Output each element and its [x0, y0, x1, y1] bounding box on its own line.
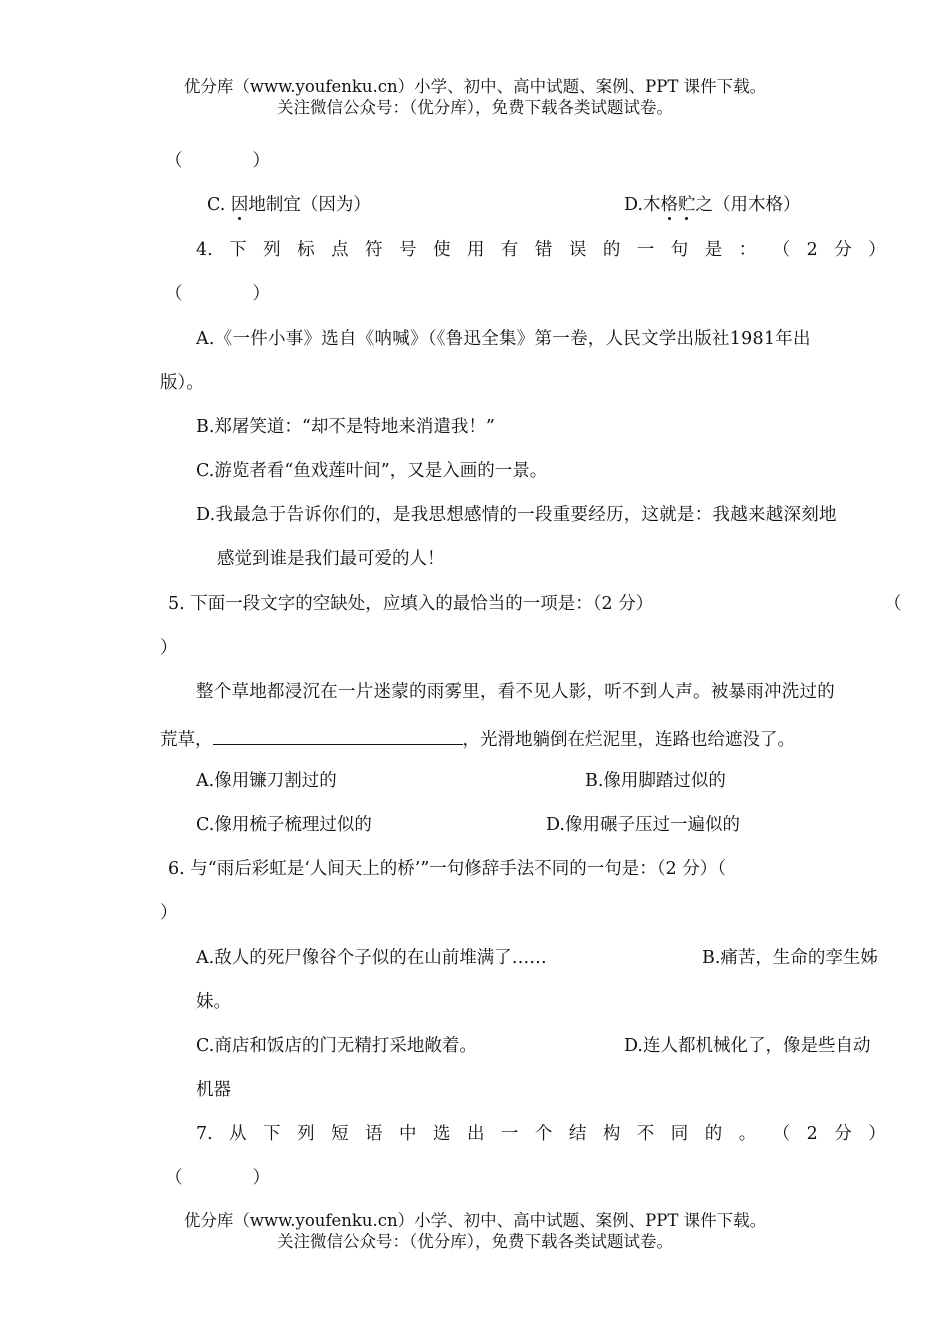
- q7-stem-char: 中: [399, 1124, 417, 1144]
- q5-option-d: D.像用碾子压过一遍似的: [546, 815, 740, 835]
- q4-stem-char: （: [772, 240, 791, 260]
- q3-option-c: [207, 197, 371, 215]
- q5-option-b: B.像用脚踏过似的: [585, 771, 726, 791]
- q5-option-c: C.像用梳子梳理过似的: [196, 815, 372, 835]
- q4-stem-char: 的: [602, 240, 621, 260]
- q4-stem-char: 使: [432, 240, 451, 260]
- q3-answer-paren: （ ）: [165, 151, 270, 171]
- q4-stem-char: 符: [365, 240, 383, 260]
- q3-option-d-dotted-char-1: 格: [660, 195, 678, 215]
- q6-option-d-line-2: 机器: [196, 1080, 231, 1100]
- q4-option-d-line-2: 感觉到谁是我们最可爱的人！: [217, 549, 445, 569]
- q6-paren-close: ）: [160, 903, 178, 923]
- q4-stem-char: 号: [399, 240, 417, 260]
- q7-stem-char: 选: [432, 1124, 451, 1144]
- q7-stem-char: 。: [738, 1124, 757, 1144]
- q7-stem-char: 一: [500, 1124, 519, 1144]
- q6-option-a: A.敌人的死尸像谷个子似的在山前堆满了……: [196, 948, 547, 968]
- q4-stem-char: 列: [263, 240, 281, 260]
- q4-option-b: B.郑屠笑道：“却不是特地来消遣我！”: [196, 417, 495, 437]
- q4-option-d-line-1: D.我最急于告诉你们的，是我思想感情的一段重要经历，这就是：我越来越深刻地: [196, 505, 837, 525]
- q5-paren-open: （: [884, 594, 902, 614]
- q5-passage-line-2-end: ，光滑地躺倒在烂泥里，连路也给遮没了。: [462, 730, 795, 750]
- q5-option-a: A.像用镰刀割过的: [196, 771, 337, 791]
- q7-stem-char: 从: [229, 1124, 247, 1144]
- q7-stem-char: ）: [868, 1124, 886, 1144]
- q4-stem-char: 错: [534, 240, 553, 260]
- q4-option-a-line-1: A.《一件小事》选自《呐喊》（《鲁迅全集》第一卷，人民文学出版社1981年出: [196, 329, 811, 349]
- header-line-1: 优分库（www.youfenku.cn）小学、初中、高中试题、案例、PPT 课件下载。: [183, 77, 767, 96]
- q7-stem-char: 构: [602, 1124, 621, 1144]
- q7-stem-char: 结: [568, 1124, 587, 1144]
- q4-stem-char: 标: [297, 240, 315, 260]
- q7-stem-char: 同: [670, 1124, 689, 1144]
- q3-option-c-label: C.: [207, 195, 231, 215]
- q3-option-c-rest: 地制宜（因为）: [248, 195, 371, 215]
- footer-line-2: 关注微信公众号：（优分库），免费下载各类试题试卷。: [277, 1232, 673, 1251]
- q4-option-a-line-2: 版）。: [160, 373, 204, 393]
- q4-stem-char: 点: [331, 240, 349, 260]
- q7-stem-char: （: [772, 1124, 791, 1144]
- footer-line-1: 优分库（www.youfenku.cn）小学、初中、高中试题、案例、PPT 课件下载。: [183, 1211, 767, 1230]
- q7-stem-char: 7.: [196, 1124, 213, 1144]
- q7-stem-char: 的: [704, 1124, 723, 1144]
- q5-stem: 5. 下面一段文字的空缺处，应填入的最恰当的一项是：（2 分）: [168, 594, 654, 614]
- header-line-2: 关注微信公众号：（优分库），免费下载各类试题试卷。: [277, 98, 673, 117]
- q4-stem-char: ：: [738, 240, 757, 260]
- q4-stem-char: 下: [229, 240, 247, 260]
- q4-stem-char: 分: [834, 240, 852, 260]
- q7-stem-char: 列: [297, 1124, 315, 1144]
- q4-stem: [196, 242, 886, 260]
- q4-option-c: C.游览者看“鱼戏莲叶间”，又是入画的一景。: [196, 461, 548, 481]
- q6-option-c: C.商店和饭店的门无精打采地敞着。: [196, 1036, 477, 1056]
- q5-passage-line-2-start: 荒草，: [160, 730, 213, 750]
- q7-answer-paren: （ ）: [165, 1168, 270, 1188]
- q4-stem-char: ）: [868, 240, 886, 260]
- q6-stem: 6. 与“雨后彩虹是‘人间天上的桥’”一句修辞手法不同的一句是：（2 分）（: [168, 859, 726, 879]
- q4-stem-char: 2: [806, 240, 818, 260]
- q5-fill-blank[interactable]: [213, 728, 463, 745]
- q3-option-d-rest: 之（用木格）: [695, 195, 801, 215]
- q4-stem-char: 有: [500, 240, 519, 260]
- q4-stem-char: 误: [568, 240, 587, 260]
- q5-passage-line-1: 整个草地都浸沉在一片迷蒙的雨雾里，看不见人影，听不到人声。被暴雨冲洗过的: [196, 682, 835, 702]
- q7-stem-char: 下: [263, 1124, 281, 1144]
- q3-option-d-dotted-char-2: 贮: [677, 195, 696, 215]
- q6-option-b-line-1: B.痛苦，生命的孪生姊: [702, 948, 878, 968]
- q7-stem-char: 不: [636, 1124, 655, 1144]
- q7-stem-char: 短: [331, 1124, 349, 1144]
- q4-stem-char: 句: [670, 240, 689, 260]
- q3-option-d-label: D.木: [624, 195, 661, 215]
- q4-answer-paren: （ ）: [165, 284, 270, 304]
- q7-stem-char: 2: [806, 1124, 818, 1144]
- q6-option-b-line-2: 妹。: [196, 992, 231, 1012]
- q4-stem-char: 是: [704, 240, 723, 260]
- q4-stem-char: 一: [636, 240, 655, 260]
- q3-option-c-dotted-char: 因: [230, 195, 249, 215]
- q3-option-d: [624, 197, 800, 215]
- q7-stem-char: 出: [466, 1124, 485, 1144]
- q5-passage-line-2: [160, 728, 795, 750]
- q4-stem-char: 4.: [196, 240, 213, 260]
- q6-option-d-line-1: D.连人都机械化了，像是些自动: [624, 1036, 871, 1056]
- q7-stem-char: 分: [834, 1124, 852, 1144]
- q5-paren-close: ）: [160, 638, 178, 658]
- q7-stem-char: 个: [534, 1124, 553, 1144]
- q7-stem-char: 语: [365, 1124, 383, 1144]
- q7-stem: [196, 1126, 886, 1144]
- q4-stem-char: 用: [466, 240, 485, 260]
